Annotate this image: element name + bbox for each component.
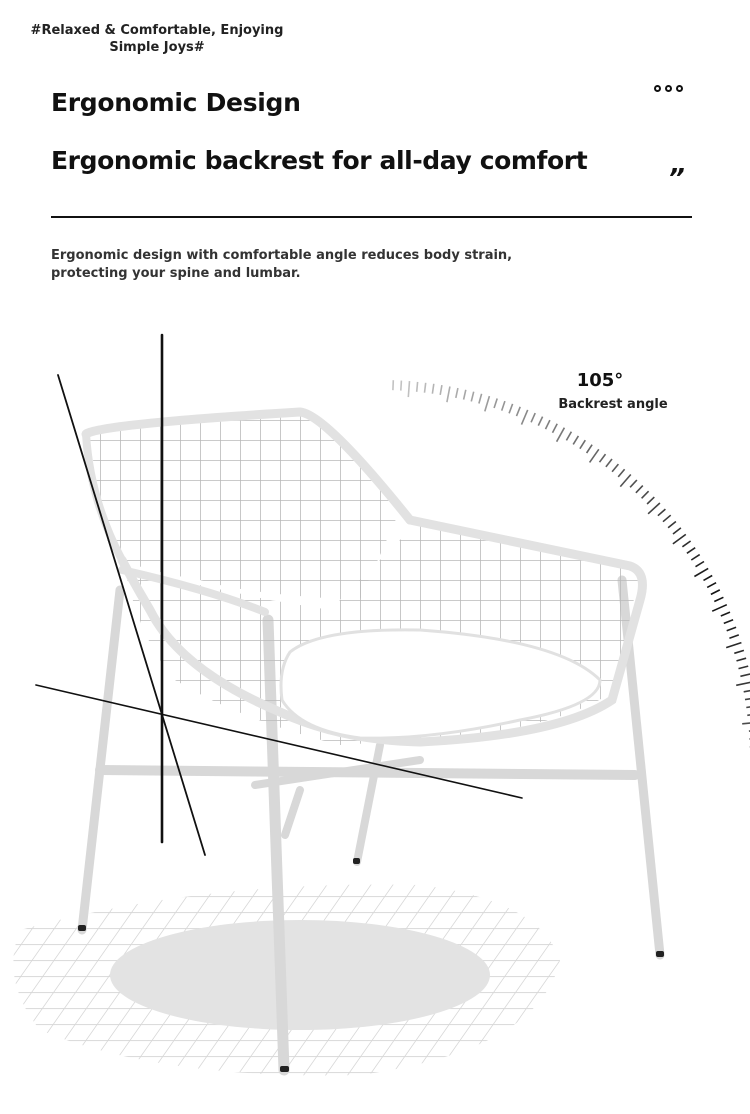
tick-mark	[408, 381, 409, 397]
tick-mark	[479, 394, 482, 404]
tick-mark	[566, 432, 571, 441]
dot-3	[676, 85, 683, 92]
tick-mark	[425, 383, 426, 393]
tick-mark	[447, 387, 450, 403]
tick-mark	[553, 424, 558, 433]
tick-mark	[494, 399, 497, 409]
tick-mark	[417, 382, 418, 392]
tick-mark	[724, 620, 733, 624]
tick-mark	[712, 605, 727, 612]
tick-mark	[464, 390, 466, 400]
tick-mark	[440, 385, 442, 395]
tick-mark	[729, 635, 738, 638]
angle-value: 105°	[576, 370, 624, 391]
tick-mark	[673, 534, 686, 544]
tick-mark	[694, 568, 708, 576]
tick-mark	[557, 428, 565, 442]
tick-mark	[746, 706, 750, 708]
tick-mark	[682, 541, 690, 547]
tick-mark	[742, 722, 750, 724]
tick-mark	[696, 562, 705, 567]
tick-mark	[600, 454, 606, 462]
tick-mark	[456, 388, 458, 398]
dot-2	[665, 85, 672, 92]
tick-mark	[618, 469, 624, 477]
tick-mark	[704, 576, 713, 581]
quote-mark-icon: ”	[668, 164, 685, 194]
tick-mark	[522, 410, 528, 425]
tick-mark	[502, 401, 505, 411]
tick-mark	[745, 698, 750, 700]
tick-mark	[647, 497, 654, 504]
tick-mark	[668, 522, 676, 528]
tick-mark	[740, 674, 750, 676]
tick-mark	[739, 666, 749, 669]
section-subheading: Ergonomic backrest for all-day comfort	[51, 146, 588, 175]
tick-mark	[612, 464, 618, 472]
description: Ergonomic design with comfortable angle reduces body strain, protecting your spine and lumbar.	[51, 248, 513, 281]
tick-mark	[648, 503, 660, 514]
more-dots-icon	[654, 85, 683, 92]
tick-mark	[517, 407, 521, 416]
tick-mark	[538, 417, 542, 426]
tick-mark	[432, 384, 433, 394]
section-heading: Ergonomic Design	[51, 88, 301, 117]
tick-mark	[630, 480, 637, 487]
tick-mark	[691, 555, 699, 560]
tick-mark	[509, 404, 512, 413]
angle-label: Backrest angle	[558, 397, 668, 412]
chair-illustration	[0, 320, 750, 1114]
tick-mark	[401, 381, 402, 391]
tick-mark	[714, 597, 723, 601]
tick-mark	[673, 528, 681, 534]
tick-mark	[546, 420, 550, 429]
tick-mark	[737, 658, 747, 661]
tick-mark	[471, 392, 473, 402]
tick-mark	[636, 486, 643, 493]
tick-mark	[590, 449, 599, 462]
tick-mark	[711, 590, 720, 595]
tick-mark	[485, 396, 490, 411]
tick-mark	[727, 627, 736, 631]
tick-mark	[606, 459, 612, 467]
tick-mark	[726, 643, 741, 648]
divider	[51, 216, 692, 218]
tick-mark	[573, 436, 578, 445]
tick-mark	[687, 548, 695, 554]
tick-mark	[721, 612, 730, 616]
tick-mark	[658, 509, 666, 516]
tick-mark	[736, 682, 750, 685]
tick-mark	[642, 491, 649, 498]
tick-mark	[531, 413, 535, 422]
tick-mark	[734, 650, 744, 653]
tick-mark	[663, 515, 671, 522]
tagline: #Relaxed & Comfortable, Enjoying Simple Joys#	[30, 23, 284, 55]
tick-mark	[744, 690, 750, 692]
tick-mark	[620, 475, 631, 487]
tick-mark	[587, 445, 593, 453]
dot-1	[654, 85, 661, 92]
tick-mark	[580, 440, 585, 449]
tick-mark	[707, 583, 716, 588]
